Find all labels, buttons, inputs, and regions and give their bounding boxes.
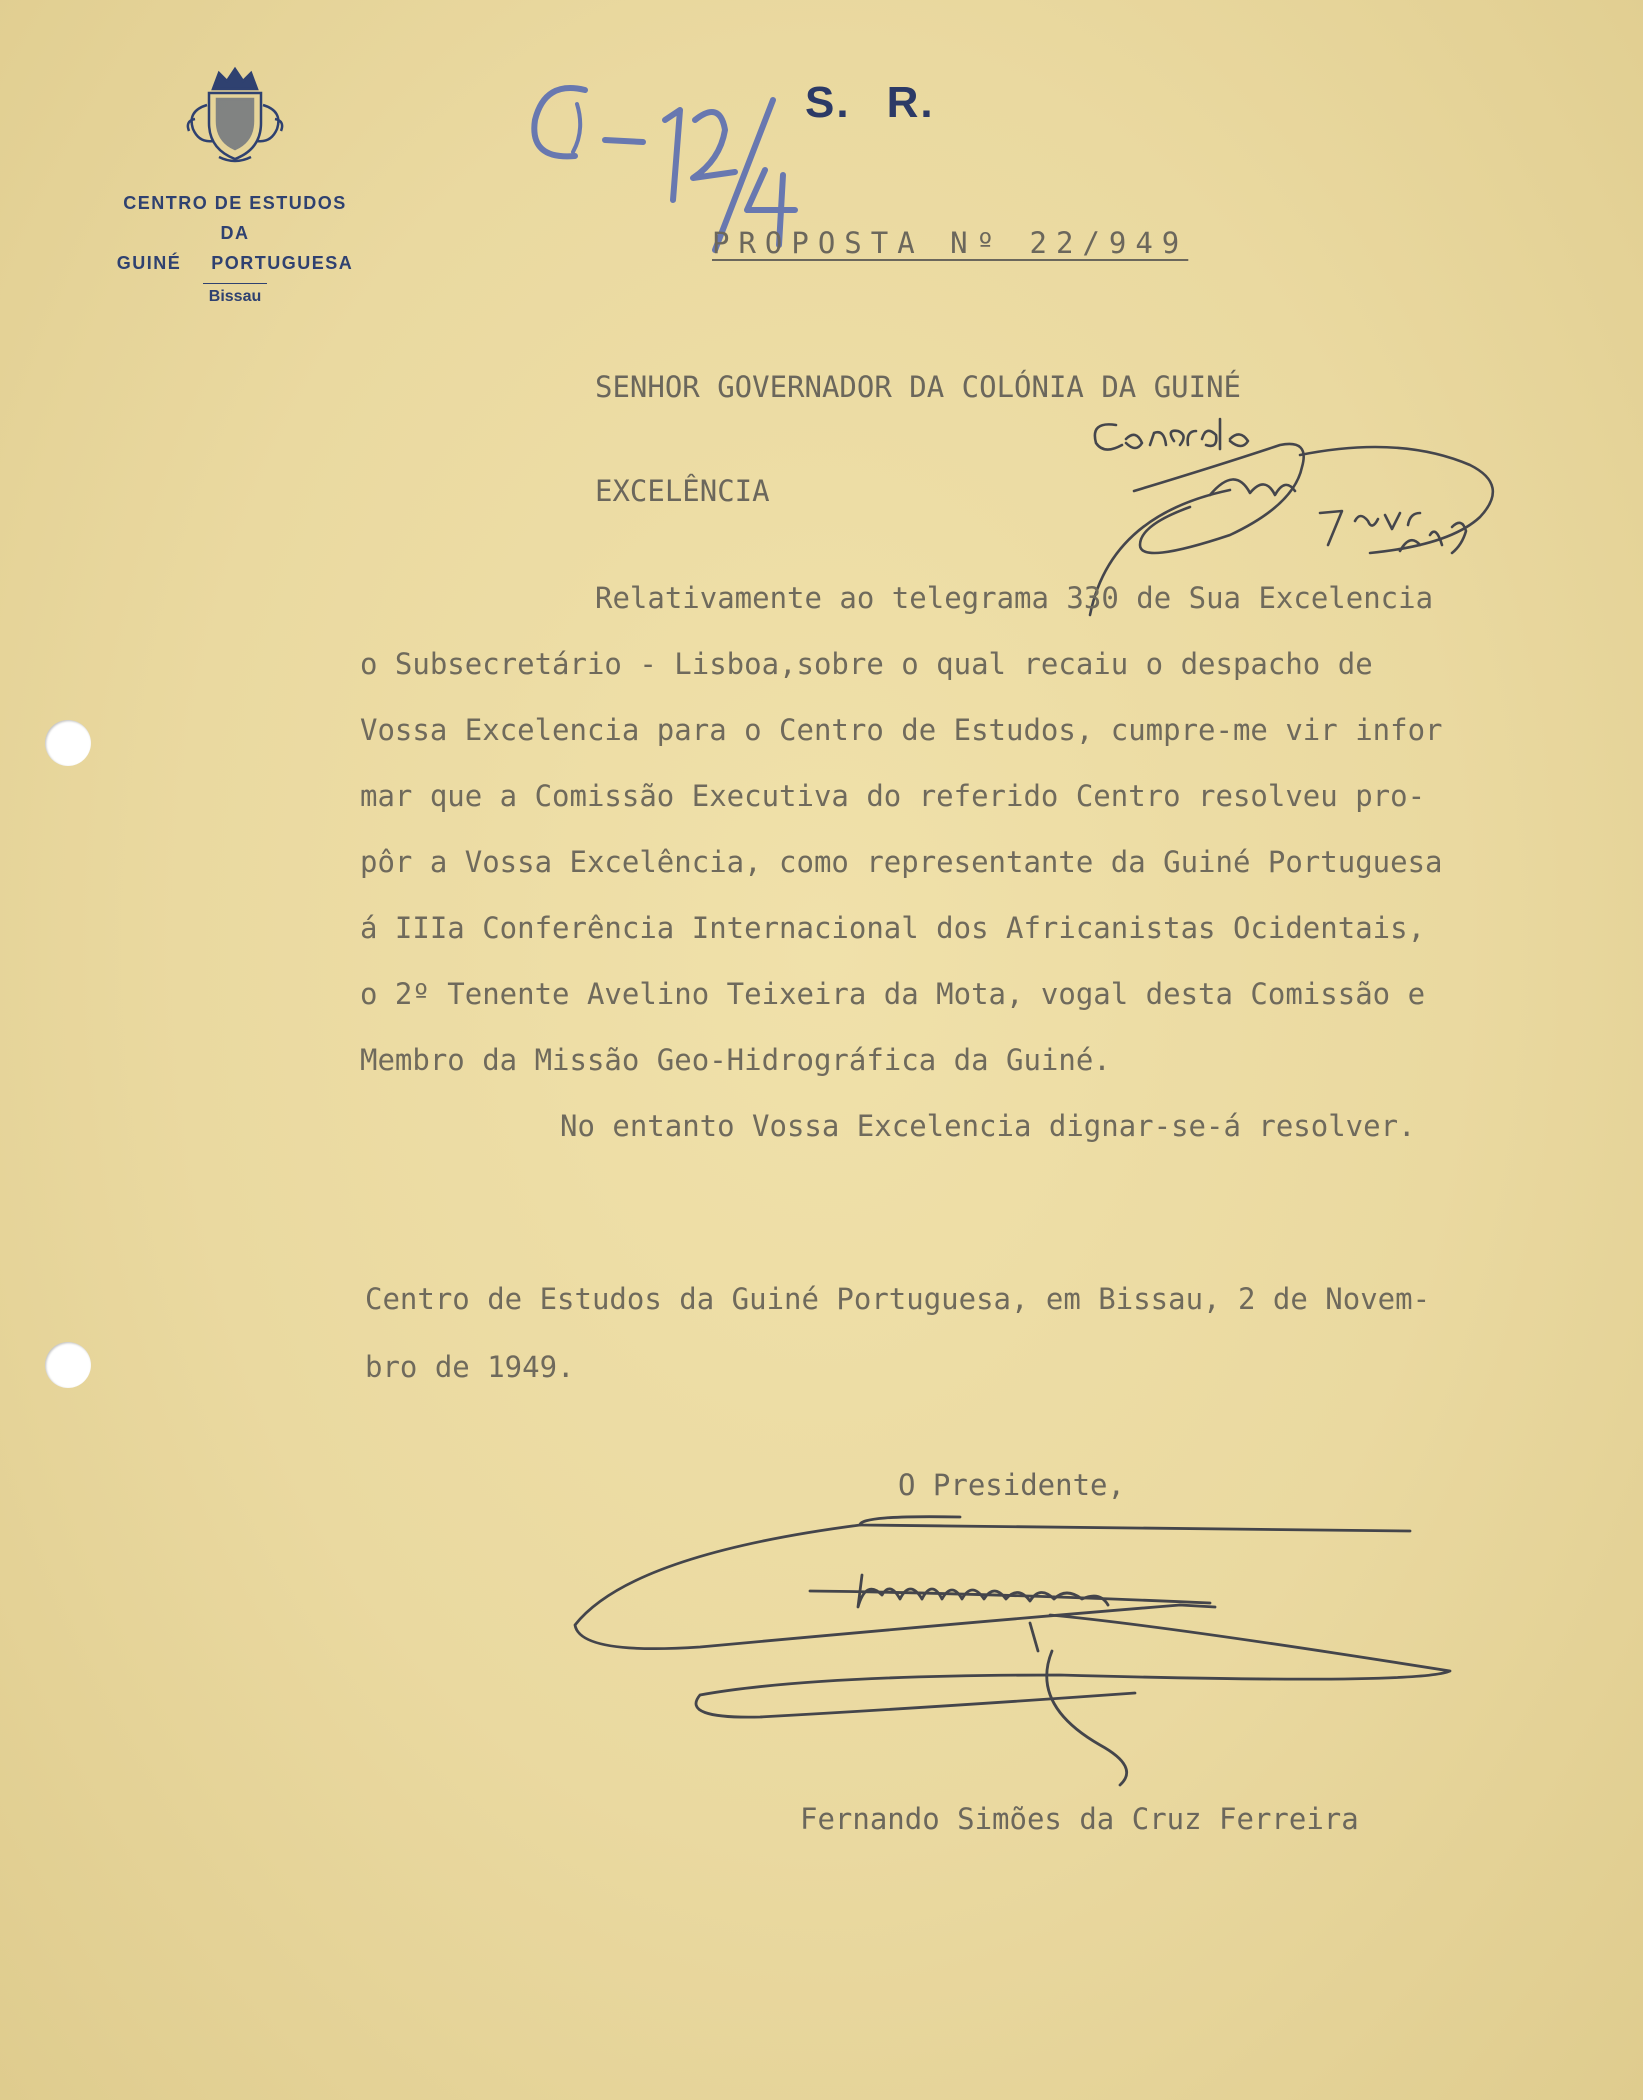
letterhead-line-2: DA: [220, 223, 250, 243]
sr-r: R.: [886, 78, 935, 127]
coat-of-arms-icon: [179, 65, 291, 165]
sr-s: S.: [805, 78, 851, 127]
place-date-line-1: Centro de Estudos da Guiné Portuguesa, em Bissau, 2 de Novem-: [365, 1282, 1431, 1316]
place-date: [365, 1265, 1430, 1401]
salutation: EXCELÊNCIA: [595, 474, 770, 508]
body-line: mar que a Comissão Executiva do referido Centro resolveu pro-: [360, 779, 1426, 813]
letterhead-place: Bissau: [60, 288, 410, 306]
addressee: SENHOR GOVERNADOR DA COLÓNIA DA GUINÉ: [595, 370, 1242, 404]
letterhead-line-3: [60, 248, 410, 278]
body-line: á IIIa Conferência Internacional dos Africanistas Ocidentais,: [360, 911, 1426, 945]
body-line: Relativamente ao telegrama 330 de Sua Excelencia: [595, 581, 1434, 615]
body-line: o Subsecretário - Lisboa,sobre o qual recaiu o despacho de: [360, 647, 1373, 681]
sr-heading: [805, 78, 935, 128]
letter-body: [360, 565, 1610, 1159]
president-signature: [560, 1495, 1470, 1795]
letterhead-portuguesa: PORTUGUESA: [211, 253, 354, 273]
body-line: Vossa Excelencia para o Centro de Estudos, cumpre-me vir infor: [360, 713, 1443, 747]
closing-sentence: No entanto Vossa Excelencia dignar-se-á resolver.: [560, 1109, 1416, 1143]
body-line: o 2º Tenente Avelino Teixeira da Mota, vogal desta Comissão e: [360, 977, 1426, 1011]
body-line: Membro da Missão Geo-Hidrográfica da Guiné.: [360, 1043, 1111, 1077]
punch-hole: [45, 720, 91, 766]
proposal-number: PROPOSTA Nº 22/949: [712, 226, 1189, 260]
letterhead: [60, 65, 410, 306]
place-date-line-2: bro de 1949.: [365, 1350, 575, 1384]
signature-title: O Presidente,: [898, 1468, 1125, 1502]
body-line: pôr a Vossa Excelência, como representante da Guiné Portuguesa: [360, 845, 1443, 879]
letterhead-guine: GUINÉ: [116, 253, 182, 273]
punch-hole: [45, 1342, 91, 1388]
letterhead-line-1: CENTRO DE ESTUDOS: [123, 193, 347, 213]
signatory-name: Fernando Simões da Cruz Ferreira: [800, 1802, 1359, 1836]
